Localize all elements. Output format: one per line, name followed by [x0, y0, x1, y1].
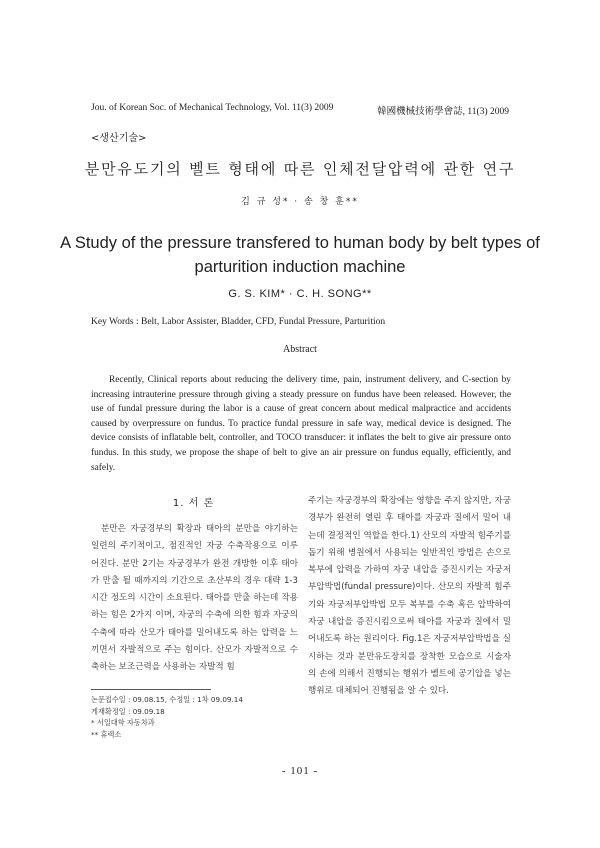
keywords: Key Words : Belt, Labor Assister, Bladder, CFD, Fundal Pressure, Parturition: [91, 317, 386, 327]
footnote-affiliation-2: ** 휴렉소: [91, 729, 122, 739]
paper-title-korean: 분만유도기의 벨트 형태에 따른 인체전달압력에 관한 연구: [84, 160, 516, 178]
section-heading-introduction: 1. 서 론: [172, 498, 215, 509]
journal-header-right: 韓國機械技術學會誌, 11(3) 2009: [377, 107, 509, 117]
footnote-affiliation-1: * 서일대학 자동차과: [91, 718, 155, 728]
body-column-left: [91, 521, 298, 677]
footnote-divider: [91, 689, 211, 690]
journal-header-left: Jou. of Korean Soc. of Mechanical Technology, Vol. 11(3) 2009: [91, 103, 334, 113]
footnote-received: 논문접수일 : 09.08.15, 수정일 : 1차 09.09.14: [91, 695, 243, 704]
footnotes: [91, 694, 301, 740]
paper-title-english: A Study of the pressure transfered to human body by belt types of parturition induction machine: [60, 234, 540, 276]
footnote-accepted: 게재확정일 : 09.09.18: [91, 706, 165, 716]
body-column-right: [308, 493, 511, 701]
category-label: <생산기술>: [91, 133, 147, 144]
abstract-text: Recently, Clinical reports about reducing the delivery time, pain, instrument delivery, and C-section by increasing intrauterine pressure through giving a steady pressure on fundus have been released. However, the use of fundal pressure during the labor is a cause of great concern about medical malpractice and accidents caused by overpressure on fundus. To practice fundal pressure in safe way, medical device is designed. The device consists of inflatable belt, controller, and TOCO transducer: it inflates the belt to give air pressure onto fundus. In this study, we propose the shape of belt to give an air pressure on fundus equally, efficiently, and safely.: [91, 375, 511, 473]
body-paragraph: 주기는 자궁경부의 확장에는 영향을 주지 않지만, 자궁경부가 완전히 열린 후 태아를 자궁과 질에서 밀어 내는데 결정적인 역할을 한다.1) 산모의 자발적 힘주기를 돕기 위해 병원에서 사용되는 일반적인 방법은 손으로 복부에 압력을 가하여 자궁 내압을 증진시키는 자궁저부압박법(fundal pressure)이다. 산모의 자발적 힘주기와 자궁저부압박법 모두 복부를 수축 혹은 압박하여 자궁 내압을 증진시킴으로써 태아를 자궁과 질에서 밀어내도록 하는 원리이다. Fig.1은 자궁저부압박법을 실시하는 것과 분만유도장치를 장착한 모습으로 시술자의 손에 의해서 진행되는 행위가 벨트에 공기압을 넣는 행위로 대체되어 진행됨을 알 수 있다.: [308, 496, 511, 697]
page-number: - 101 -: [281, 765, 319, 777]
authors-korean: 김 규 성* · 송 창 훈**: [241, 197, 359, 207]
abstract-heading: Abstract: [283, 344, 317, 355]
authors-english: G. S. KIM* · C. H. SONG**: [228, 288, 372, 300]
body-paragraph: 분만은 자궁경부의 확장과 태아의 분만을 야기하는 일련의 주기적이고, 점진적인 자궁 수축작용으로 이루어진다. 분만 2기는 자궁경부가 완전 개방한 이후 태아가 만출 될 때까지의 기간으로 초산부의 경우 대략 1-3시간 정도의 시간이 소요된다. 태아를 만출 하는데 작용하는 힘은 2가지 이며, 자궁의 수축에 의한 힘과 자궁의 수축에 따라 산모가 태아를 밀어내도록 하는 압력을 느끼면서 자발적으로 주는 힘이다. 산모가 자발적으로 수축하는 보조근력을 사용하는 자발적 힘: [91, 524, 298, 673]
